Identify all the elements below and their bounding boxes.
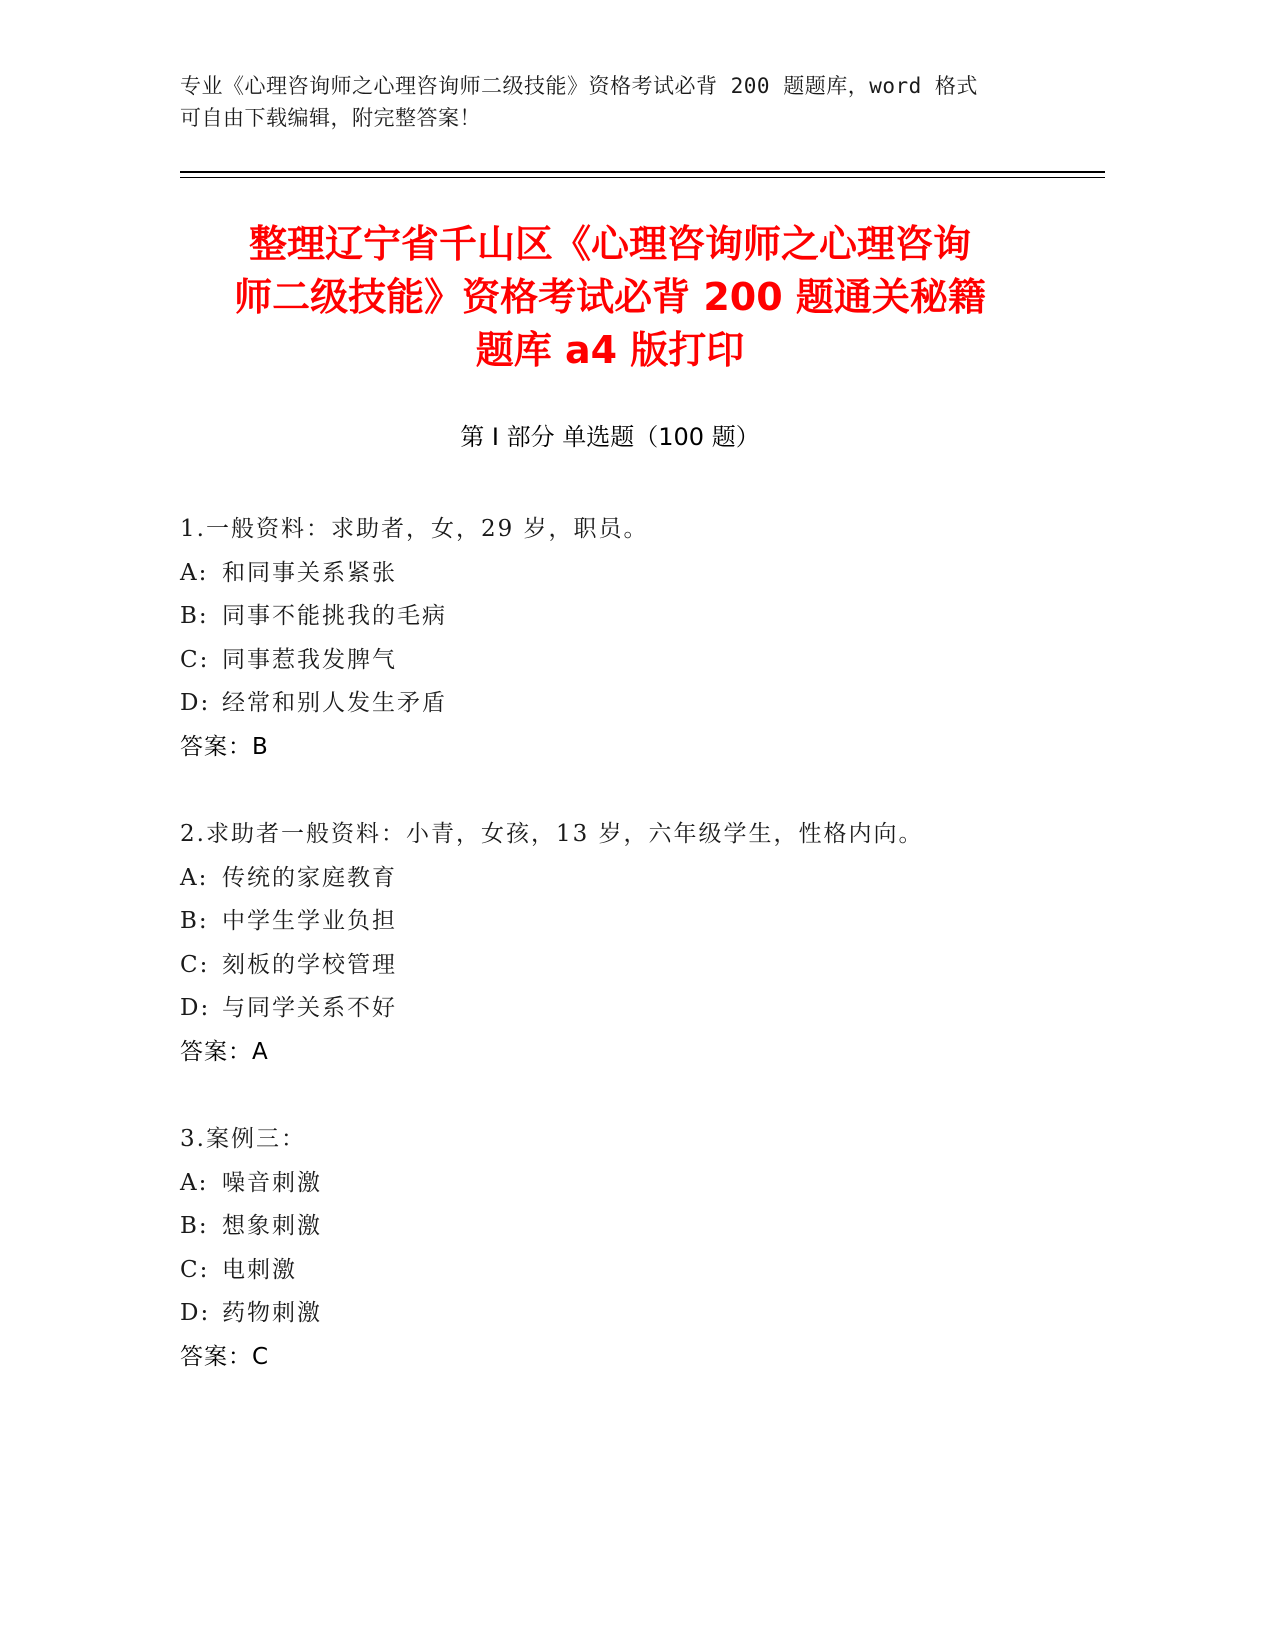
- option-a: [180, 552, 1080, 596]
- document-title: [180, 218, 1040, 377]
- option-text: 传统的家庭教育: [222, 864, 397, 891]
- option-letter: D:: [180, 995, 211, 1021]
- option-letter: D:: [180, 690, 211, 716]
- option-letter: B:: [180, 603, 209, 629]
- option-letter: A:: [180, 1169, 209, 1196]
- section-heading: 第 I 部分 单选题（100 题）: [460, 423, 760, 451]
- answer-line: 答案：A: [180, 1038, 269, 1065]
- question-item: [180, 1118, 1080, 1379]
- answer-line: 答案：C: [180, 1343, 270, 1370]
- option-d: [180, 1292, 1080, 1336]
- option-letter: A:: [180, 559, 209, 586]
- option-text: 经常和别人发生矛盾: [222, 690, 447, 716]
- option-letter: C:: [180, 951, 210, 978]
- header-note-line-2: 可自由下载编辑，附完整答案！: [180, 106, 481, 130]
- option-b: [180, 900, 1080, 944]
- option-b: [180, 1205, 1080, 1249]
- option-a: [180, 857, 1080, 901]
- answer-line: 答案：B: [180, 733, 269, 760]
- option-text: 同事不能挑我的毛病: [222, 603, 447, 629]
- document-title-line-3: 题库 a4 版打印: [475, 328, 745, 372]
- header-divider-thick: [180, 171, 1105, 173]
- option-text: 中学生学业负担: [222, 908, 397, 934]
- option-letter: B:: [180, 1213, 209, 1239]
- option-letter: D:: [180, 1300, 211, 1326]
- option-text: 药物刺激: [222, 1300, 322, 1326]
- header-divider-thin: [180, 177, 1105, 178]
- option-text: 同事惹我发脾气: [222, 646, 397, 673]
- option-letter: C:: [180, 1256, 210, 1283]
- option-letter: C:: [180, 646, 210, 673]
- option-text: 想象刺激: [222, 1213, 322, 1239]
- question-stem: 3.案例三：: [180, 1126, 306, 1152]
- option-d: [180, 987, 1080, 1031]
- option-letter: A:: [180, 864, 209, 891]
- option-b: [180, 595, 1080, 639]
- option-c: [180, 639, 1080, 683]
- question-stem: 1.一般资料：求助者，女，29 岁，职员。: [180, 516, 649, 542]
- question-stem: 2.求助者一般资料：小青，女孩，13 岁，六年级学生，性格内向。: [180, 821, 924, 847]
- header-note-line-1: 专业《心理咨询师之心理咨询师二级技能》资格考试必背 200 题题库，word 格式: [180, 74, 978, 98]
- option-text: 噪音刺激: [222, 1169, 322, 1196]
- question-item: [180, 813, 1080, 1074]
- document-title-line-1: 整理辽宁省千山区《心理咨询师之心理咨询: [248, 222, 971, 266]
- document-title-line-2: 师二级技能》资格考试必背 200 题通关秘籍: [234, 275, 986, 319]
- option-text: 与同学关系不好: [222, 995, 397, 1021]
- option-d: [180, 682, 1080, 726]
- option-c: [180, 1249, 1080, 1293]
- option-text: 刻板的学校管理: [222, 951, 397, 978]
- question-list: [180, 508, 1080, 1423]
- question-item: [180, 508, 1080, 769]
- option-a: [180, 1162, 1080, 1206]
- option-text: 电刺激: [222, 1256, 297, 1283]
- header-note: [180, 70, 1040, 134]
- option-c: [180, 944, 1080, 988]
- option-text: 和同事关系紧张: [222, 559, 397, 586]
- option-letter: B:: [180, 908, 209, 934]
